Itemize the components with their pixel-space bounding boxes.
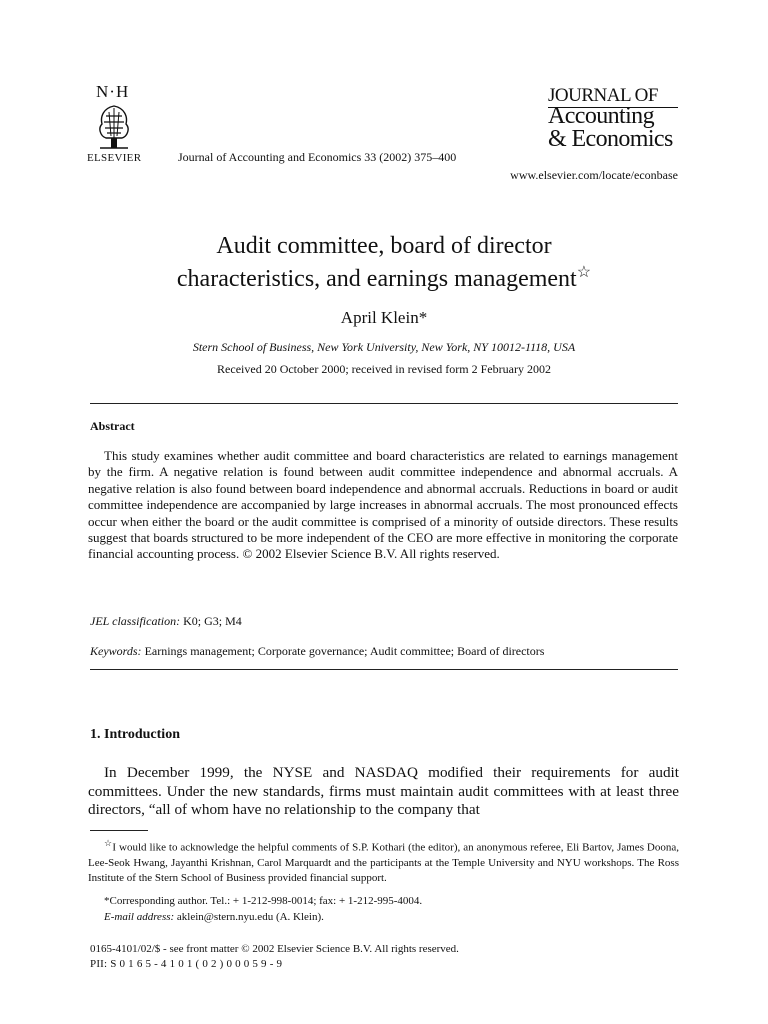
title-line-2-text: characteristics, and earnings management: [176, 266, 577, 292]
email-value[interactable]: aklein@stern.nyu.edu (A. Klein).: [174, 911, 324, 923]
email-label: E-mail address:: [104, 911, 175, 923]
journal-logo-line3: & Economics: [548, 126, 673, 152]
abstract-body: This study examines whether audit committee and board characteristics are related to earnings management by the firm. A negative relation is found between audit committee independence and abnormal accruals. A negative relation is also found between board independence and abnormal accruals. Reductions in board or audit committee independence are accompanied by large increases in abnormal accruals. The most pronounced effects occur when either the board or the audit committee is comprised of a minority of outside directors. These results suggest that boards structured to be more independent of the CEO are more effective in monitoring the corporate financial accounting process. © 2002 Elsevier Science B.V. All rights reserved.: [88, 448, 678, 562]
journal-logo-line2: Accounting: [548, 103, 654, 129]
journal-logo: [548, 86, 680, 151]
abstract-bottom-rule: [90, 669, 678, 670]
jel-label: JEL classification:: [90, 614, 181, 628]
abstract-top-rule: [90, 403, 678, 404]
email-footnote: [104, 911, 324, 923]
nh-mark: N·H: [96, 82, 130, 101]
title-line-2: [0, 263, 768, 296]
journal-logo-rule: [548, 107, 678, 108]
author-affiliation: Stern School of Business, New York University, New York, NY 10012-1118, USA: [192, 340, 576, 354]
journal-url[interactable]: www.elsevier.com/locate/econbase: [510, 168, 678, 182]
jel-classification: [90, 614, 242, 629]
journal-logo-line1: JOURNAL OF: [548, 85, 658, 106]
section-heading: 1. Introduction: [90, 727, 180, 742]
abstract-heading: Abstract: [90, 419, 135, 433]
title-line-1: Audit committee, board of director: [216, 233, 552, 259]
received-dates: Received 20 October 2000; received in revised form 2 February 2002: [217, 362, 551, 376]
jel-value: K0; G3; M4: [180, 614, 242, 628]
corresponding-author-footnote: *Corresponding author. Tel.: + 1-212-998-0014; fax: + 1-212-995-4004.: [104, 895, 423, 907]
acknowledgement-text: I would like to acknowledge the helpful comments of S.P. Kothari (the editor), an anonymous referee, Eli Bartov, James Doona, Lee-Seok Hwang, Jayanthi Krishnan, Carol Marquardt and the participants at the Temple University and NYU workshops. The Ross Institute of the Stern School of Business provided financial support.: [88, 841, 679, 885]
journal-reference: Journal of Accounting and Economics 33 (2002) 375–400: [178, 150, 457, 164]
publisher-name: ELSEVIER: [87, 152, 142, 164]
title-footnote-star-icon[interactable]: ☆: [576, 264, 592, 281]
keywords-label: Keywords:: [90, 644, 142, 658]
elsevier-logo: [88, 82, 148, 172]
footnote-rule: [90, 830, 148, 831]
keywords: [90, 644, 544, 659]
acknowledgement-footnote: [88, 836, 679, 886]
intro-paragraph: In December 1999, the NYSE and NASDAQ modified their requirements for audit committees. Under the new standards, firms must maintain audit committees with at least three directors, “all of whom have no relationship to the company that: [88, 764, 679, 819]
tree-emblem-icon: [94, 102, 134, 150]
pii-line: PII: S 0 1 6 5 - 4 1 0 1 ( 0 2 ) 0 0 0 5 9 - 9: [90, 958, 283, 970]
keywords-value: Earnings management; Corporate governance; Audit committee; Board of directors: [141, 644, 545, 658]
footnote-star-icon: ☆: [104, 838, 113, 848]
issn-line: 0165-4101/02/$ - see front matter © 2002 Elsevier Science B.V. All rights reserved.: [90, 943, 459, 955]
author-name: April Klein*: [340, 308, 428, 327]
article-title: [0, 230, 768, 296]
